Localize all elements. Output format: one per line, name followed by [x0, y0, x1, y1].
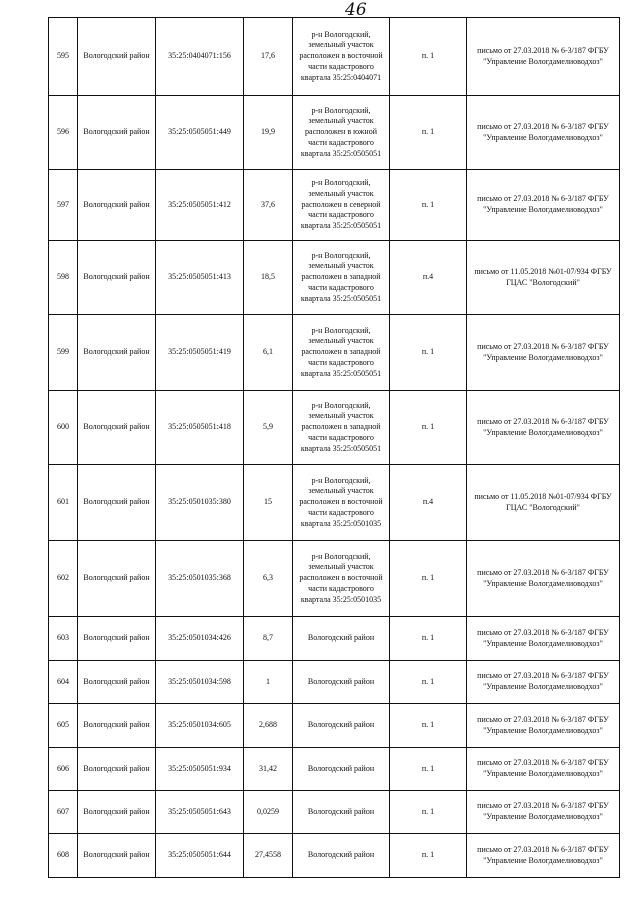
cadastral-number-cell: 35:25:0505051:413 [156, 241, 244, 315]
cadastral-number-cell: 35:25:0505051:419 [156, 315, 244, 391]
clause-cell: п. 1 [390, 748, 467, 791]
cadastral-number-cell: 35:25:0505051:643 [156, 791, 244, 834]
cadastral-number-cell: 35:25:0505051:644 [156, 834, 244, 878]
clause-cell: п.4 [390, 241, 467, 315]
page-number: 46 [345, 0, 367, 20]
area-cell: 15 [244, 465, 293, 541]
district-cell: Вологодский район [78, 748, 156, 791]
area-cell: 17,6 [244, 18, 293, 96]
clause-cell: п. 1 [390, 96, 467, 170]
row-number: 604 [49, 661, 78, 704]
district-cell: Вологодский район [78, 170, 156, 241]
area-cell: 5,9 [244, 391, 293, 465]
area-cell: 8,7 [244, 617, 293, 661]
location-cell: Вологодский район [293, 704, 390, 748]
cadastral-number-cell: 35:25:0501035:368 [156, 541, 244, 617]
district-cell: Вологодский район [78, 315, 156, 391]
cadastral-number-cell: 35:25:0501034:605 [156, 704, 244, 748]
letter-cell: письмо от 11.05.2018 №01-07/934 ФГБУ ГЦАС "Вологодский" [467, 241, 620, 315]
row-number: 608 [49, 834, 78, 878]
location-cell: Вологодский район [293, 748, 390, 791]
cadastral-number-cell: 35:25:0505051:412 [156, 170, 244, 241]
location-cell: р-н Вологодский, земельный участок расположен в западной части кадастрового квартала 35:25:0505051 [293, 315, 390, 391]
letter-cell: письмо от 11.05.2018 №01-07/934 ФГБУ ГЦАС "Вологодский" [467, 465, 620, 541]
letter-cell: письмо от 27.03.2018 № 6-3/187 ФГБУ "Управление Вологдамелиоводхоз" [467, 541, 620, 617]
row-number: 597 [49, 170, 78, 241]
letter-cell: письмо от 27.03.2018 № 6-3/187 ФГБУ "Управление Вологдамелиоводхоз" [467, 661, 620, 704]
location-cell: Вологодский район [293, 791, 390, 834]
row-number: 596 [49, 96, 78, 170]
district-cell: Вологодский район [78, 241, 156, 315]
letter-cell: письмо от 27.03.2018 № 6-3/187 ФГБУ "Управление Вологдамелиоводхоз" [467, 315, 620, 391]
district-cell: Вологодский район [78, 791, 156, 834]
district-cell: Вологодский район [78, 391, 156, 465]
location-cell: Вологодский район [293, 617, 390, 661]
row-number: 600 [49, 391, 78, 465]
row-number: 606 [49, 748, 78, 791]
table-row [49, 170, 620, 241]
clause-cell: п. 1 [390, 170, 467, 241]
table-row [49, 661, 620, 704]
table-row [49, 391, 620, 465]
cadastral-number-cell: 35:25:0505051:934 [156, 748, 244, 791]
area-cell: 1 [244, 661, 293, 704]
area-cell: 2,688 [244, 704, 293, 748]
area-cell: 27,4558 [244, 834, 293, 878]
area-cell: 18,5 [244, 241, 293, 315]
clause-cell: п. 1 [390, 834, 467, 878]
location-cell: р-н Вологодский, земельный участок расположен в восточной части кадастрового квартала 35:25:0404071 [293, 18, 390, 96]
clause-cell: п.4 [390, 465, 467, 541]
location-cell: р-н Вологодский, земельный участок расположен в восточной части кадастрового квартала 35:25:0501035 [293, 541, 390, 617]
letter-cell: письмо от 27.03.2018 № 6-3/187 ФГБУ "Управление Вологдамелиоводхоз" [467, 617, 620, 661]
cadastral-number-cell: 35:25:0505051:418 [156, 391, 244, 465]
district-cell: Вологодский район [78, 465, 156, 541]
table-row [49, 617, 620, 661]
row-number: 601 [49, 465, 78, 541]
area-cell: 37,6 [244, 170, 293, 241]
clause-cell: п. 1 [390, 791, 467, 834]
area-cell: 6,1 [244, 315, 293, 391]
table-row [49, 96, 620, 170]
land-plot-table [48, 17, 620, 878]
location-cell: р-н Вологодский, земельный участок расположен в западной части кадастрового квартала 35:25:0505051 [293, 241, 390, 315]
row-number: 602 [49, 541, 78, 617]
table-row [49, 315, 620, 391]
district-cell: Вологодский район [78, 18, 156, 96]
table-row [49, 18, 620, 96]
table-row [49, 834, 620, 878]
letter-cell: письмо от 27.03.2018 № 6-3/187 ФГБУ "Управление Вологдамелиоводхоз" [467, 170, 620, 241]
cadastral-number-cell: 35:25:0501035:380 [156, 465, 244, 541]
district-cell: Вологодский район [78, 541, 156, 617]
district-cell: Вологодский район [78, 617, 156, 661]
letter-cell: письмо от 27.03.2018 № 6-3/187 ФГБУ "Управление Вологдамелиоводхоз" [467, 391, 620, 465]
table-row [49, 241, 620, 315]
cadastral-number-cell: 35:25:0404071:156 [156, 18, 244, 96]
row-number: 607 [49, 791, 78, 834]
area-cell: 0,0259 [244, 791, 293, 834]
cadastral-number-cell: 35:25:0501034:426 [156, 617, 244, 661]
table-row [49, 465, 620, 541]
area-cell: 19,9 [244, 96, 293, 170]
location-cell: р-н Вологодский, земельный участок расположен в южной части кадастрового квартала 35:25:0505051 [293, 96, 390, 170]
location-cell: Вологодский район [293, 661, 390, 704]
table-row [49, 541, 620, 617]
clause-cell: п. 1 [390, 704, 467, 748]
clause-cell: п. 1 [390, 661, 467, 704]
clause-cell: п. 1 [390, 315, 467, 391]
letter-cell: письмо от 27.03.2018 № 6-3/187 ФГБУ "Управление Вологдамелиоводхоз" [467, 791, 620, 834]
letter-cell: письмо от 27.03.2018 № 6-3/187 ФГБУ "Управление Вологдамелиоводхоз" [467, 834, 620, 878]
letter-cell: письмо от 27.03.2018 № 6-3/187 ФГБУ "Управление Вологдамелиоводхоз" [467, 18, 620, 96]
location-cell: Вологодский район [293, 834, 390, 878]
clause-cell: п. 1 [390, 391, 467, 465]
row-number: 598 [49, 241, 78, 315]
row-number: 599 [49, 315, 78, 391]
cadastral-number-cell: 35:25:0501034:598 [156, 661, 244, 704]
letter-cell: письмо от 27.03.2018 № 6-3/187 ФГБУ "Управление Вологдамелиоводхоз" [467, 96, 620, 170]
table-row [49, 704, 620, 748]
location-cell: р-н Вологодский, земельный участок расположен в северной части кадастрового квартала 35:25:0505051 [293, 170, 390, 241]
clause-cell: п. 1 [390, 541, 467, 617]
area-cell: 6,3 [244, 541, 293, 617]
table-row [49, 748, 620, 791]
letter-cell: письмо от 27.03.2018 № 6-3/187 ФГБУ "Управление Вологдамелиоводхоз" [467, 704, 620, 748]
row-number: 595 [49, 18, 78, 96]
row-number: 605 [49, 704, 78, 748]
cadastral-number-cell: 35:25:0505051:449 [156, 96, 244, 170]
area-cell: 31,42 [244, 748, 293, 791]
location-cell: р-н Вологодский, земельный участок расположен в восточной части кадастрового квартала 35:25:0501035 [293, 465, 390, 541]
district-cell: Вологодский район [78, 704, 156, 748]
clause-cell: п. 1 [390, 617, 467, 661]
letter-cell: письмо от 27.03.2018 № 6-3/187 ФГБУ "Управление Вологдамелиоводхоз" [467, 748, 620, 791]
row-number: 603 [49, 617, 78, 661]
district-cell: Вологодский район [78, 834, 156, 878]
district-cell: Вологодский район [78, 96, 156, 170]
district-cell: Вологодский район [78, 661, 156, 704]
table-row [49, 791, 620, 834]
location-cell: р-н Вологодский, земельный участок расположен в западной части кадастрового квартала 35:25:0505051 [293, 391, 390, 465]
clause-cell: п. 1 [390, 18, 467, 96]
